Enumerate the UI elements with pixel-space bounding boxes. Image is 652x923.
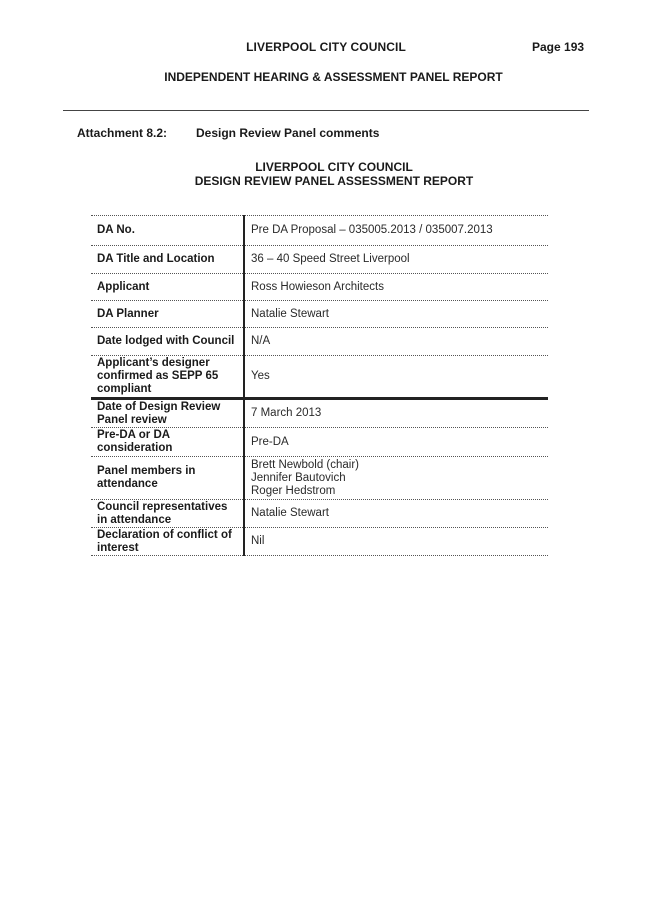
row-label: Date of Design Review Panel review xyxy=(91,399,244,428)
row-value: Nil xyxy=(244,528,548,556)
row-label: Applicant xyxy=(91,274,244,301)
report-title-line2: DESIGN REVIEW PANEL ASSESSMENT REPORT xyxy=(194,174,474,188)
row-value: Pre-DA xyxy=(244,428,548,457)
attachment-title: Design Review Panel comments xyxy=(196,126,380,140)
attachment-label: Attachment 8.2: xyxy=(77,126,168,140)
row-value: Natalie Stewart xyxy=(244,301,548,328)
header-council-name: LIVERPOOL CITY COUNCIL xyxy=(246,40,406,54)
row-value: Ross Howieson Architects xyxy=(244,274,548,301)
header-divider xyxy=(63,110,589,111)
row-label: Council representatives in attendance xyxy=(91,500,244,528)
row-value: Pre DA Proposal – 035005.2013 / 035007.2013 xyxy=(244,216,548,246)
row-value: Natalie Stewart xyxy=(244,500,548,528)
table-row xyxy=(91,500,548,528)
row-label: Declaration of conflict of interest xyxy=(91,528,244,556)
table-row xyxy=(91,428,548,457)
table-row xyxy=(91,216,548,246)
panel-report-title: INDEPENDENT HEARING & ASSESSMENT PANEL REPORT xyxy=(164,70,503,84)
assessment-info-table xyxy=(91,215,548,556)
row-value: N/A xyxy=(244,328,548,356)
table-row xyxy=(91,528,548,556)
row-label: Applicant’s designer confirmed as SEPP 65 compliant xyxy=(91,356,244,399)
row-label: Date lodged with Council xyxy=(91,328,244,356)
page-number: Page 193 xyxy=(532,40,585,54)
row-value xyxy=(244,457,548,500)
panel-member: Jennifer Bautovich xyxy=(251,471,346,484)
panel-member: Brett Newbold (chair) xyxy=(251,458,360,471)
row-label: DA No. xyxy=(91,216,244,246)
row-value: Yes xyxy=(244,356,548,399)
report-title-line1: LIVERPOOL CITY COUNCIL xyxy=(255,160,413,174)
panel-member: Roger Hedstrom xyxy=(251,484,336,497)
row-label: Pre-DA or DA consideration xyxy=(91,428,244,457)
table-row xyxy=(91,274,548,301)
row-label: Panel members in attendance xyxy=(91,457,244,500)
table-row xyxy=(91,399,548,428)
table-row xyxy=(91,301,548,328)
report-title xyxy=(0,160,652,188)
table-row xyxy=(91,356,548,399)
row-label: DA Planner xyxy=(91,301,244,328)
row-value: 36 – 40 Speed Street Liverpool xyxy=(244,246,548,274)
row-value: 7 March 2013 xyxy=(244,399,548,428)
row-label: DA Title and Location xyxy=(91,246,244,274)
table-row xyxy=(91,246,548,274)
table-row xyxy=(91,328,548,356)
table-row xyxy=(91,457,548,500)
